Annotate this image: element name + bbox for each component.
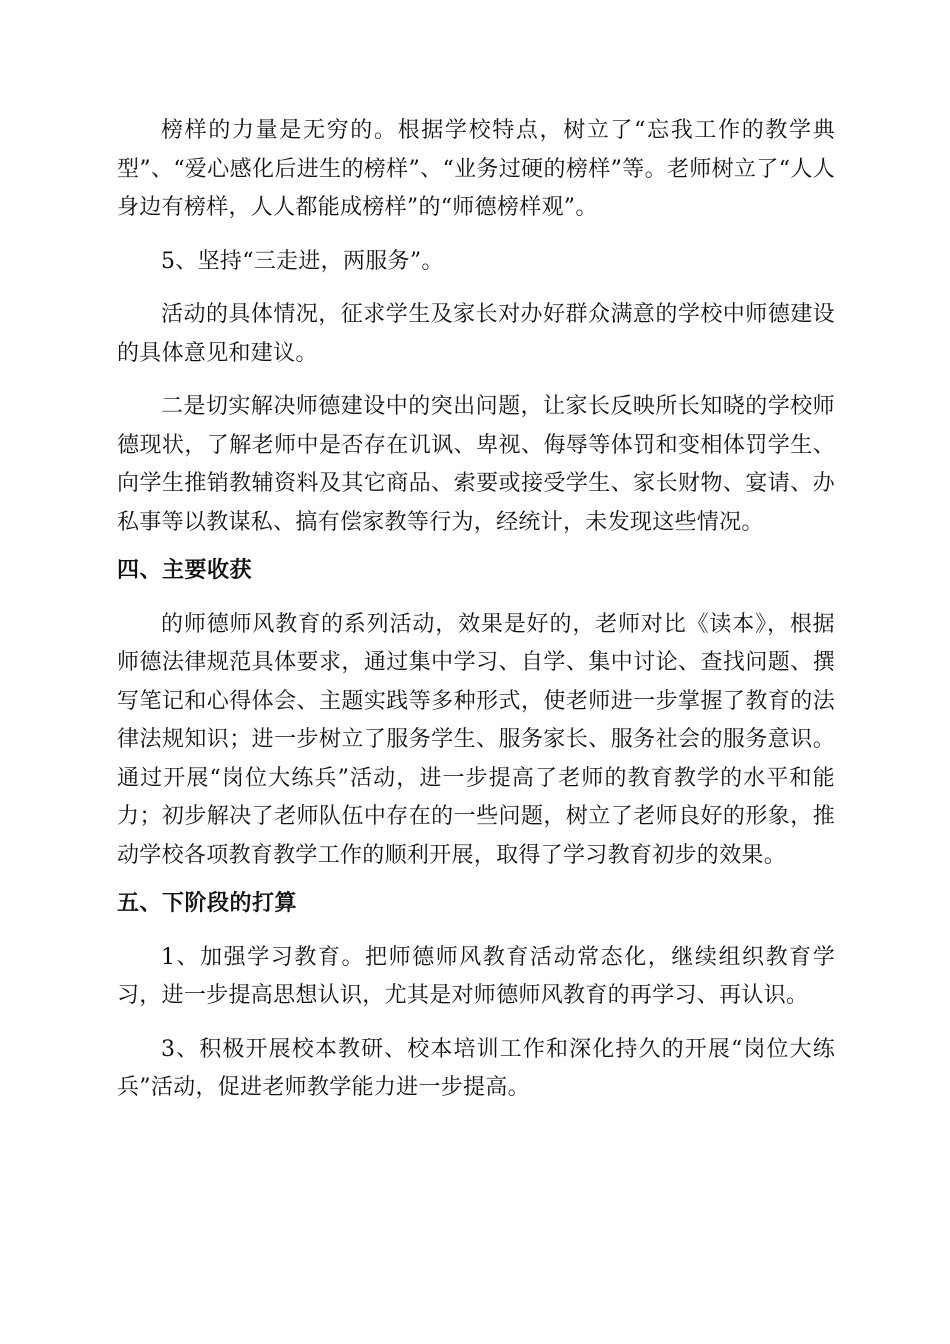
paragraph-item-5: 5、坚持“三走进，两服务”。 <box>161 248 444 274</box>
paragraph-plan-3: 3、积极开展校本教研、校本培训工作和深化持久的开展“岗位大练兵”活动，促进老师教学能力进一步提高。 <box>117 1036 835 1100</box>
paragraph-main-gains: 的师德师风教育的系列活动，效果是好的，老师对比《读本》，根据师德法律规范具体要求，通过集中学习、自学、集中讨论、查找问题、撰写笔记和心得体会、主题实践等多种形式，使老师进一步掌握了教育的法律法规知识；进一步树立了服务学生、服务家长、服务社会的服务意识。通过开展“岗位大练兵”活动，进一步提高了老师的教育教学的水平和能力；初步解决了老师队伍中存在的一些问题，树立了老师良好的形象，推动学校各项教育教学工作的顺利开展，取得了学习教育初步的效果。 <box>117 611 835 868</box>
section-heading-next-plans: 五、下阶段的打算 <box>117 891 298 916</box>
paragraph-activity-details: 活动的具体情况，征求学生及家长对办好群众满意的学校中师德建设的具体意见和建议。 <box>117 302 835 366</box>
section-heading-main-gains: 四、主要收获 <box>117 558 253 583</box>
paragraph-problem-solving: 二是切实解决师德建设中的突出问题，让家长反映所长知晓的学校师德现状，了解老师中是否存在讥讽、卑视、侮辱等体罚和变相体罚学生、向学生推销教辅资料及其它商品、索要或接受学生、家长财物、宴请、办私事等以教谋私、搞有偿家教等行为，经统计，未发现这些情况。 <box>117 394 835 535</box>
paragraph-role-models: 榜样的力量是无穷的。根据学校特点，树立了“忘我工作的教学典型”、“爱心感化后进生的榜样”、“业务过硬的榜样”等。老师树立了“人人身边有榜样，人人都能成榜样”的“师德榜样观”。 <box>117 118 835 220</box>
paragraph-plan-1: 1、加强学习教育。把师德师风教育活动常态化，继续组织教育学习，进一步提高思想认识，尤其是对师德师风教育的再学习、再认识。 <box>117 944 835 1008</box>
document-page <box>117 112 835 1108</box>
